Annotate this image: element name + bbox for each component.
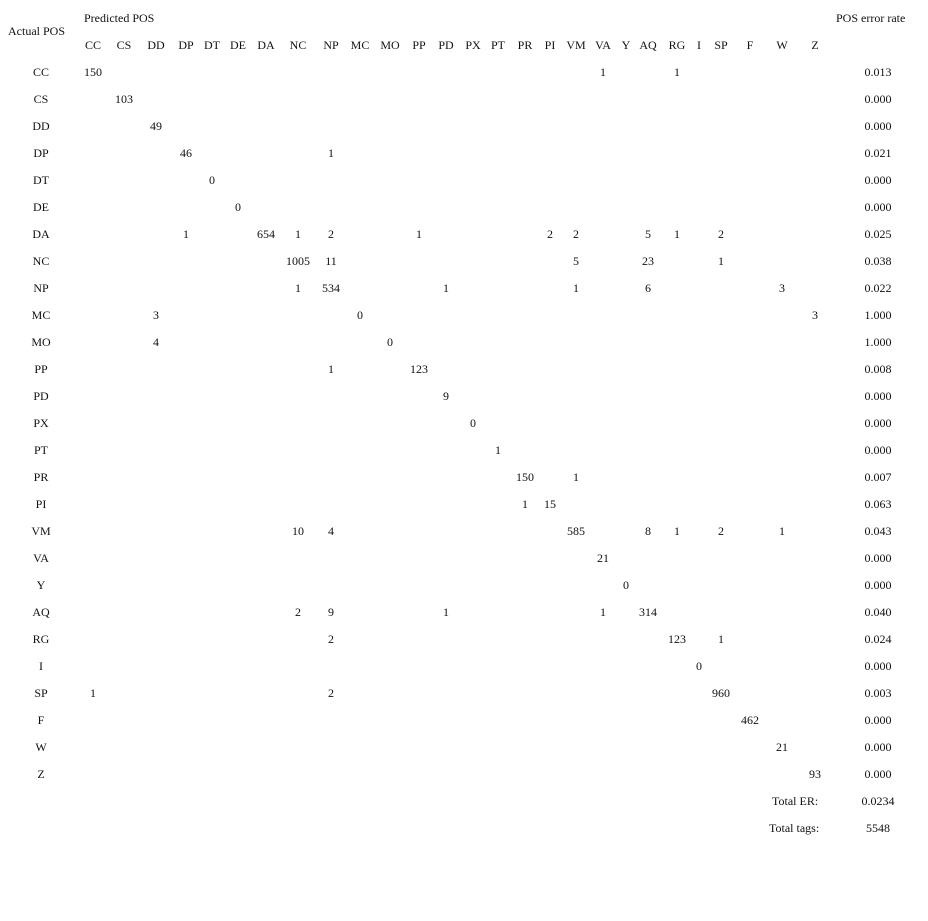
total-tags-value: 5548 — [866, 821, 890, 835]
row-label: MC — [31, 308, 51, 322]
matrix-cell: 2 — [547, 227, 553, 241]
row-error-rate: 0.000 — [864, 578, 892, 592]
column-header: PT — [490, 38, 506, 52]
column-header: Z — [811, 38, 819, 52]
matrix-cell: 960 — [712, 686, 730, 700]
matrix-cell: 3 — [153, 308, 159, 322]
matrix-cell: 2 — [573, 227, 579, 241]
column-header: CC — [84, 38, 102, 52]
matrix-cell: 8 — [645, 524, 651, 538]
row-label: DD — [32, 119, 50, 133]
column-header: AQ — [639, 38, 657, 52]
row-error-rate: 0.000 — [864, 767, 892, 781]
column-header: NC — [289, 38, 307, 52]
matrix-cell: 1 — [328, 146, 334, 160]
column-header: NP — [323, 38, 339, 52]
row-label: I — [39, 659, 43, 673]
row-error-rate: 0.003 — [864, 686, 892, 700]
matrix-cell: 9 — [328, 605, 334, 619]
row-error-rate: 0.038 — [864, 254, 892, 268]
matrix-cell: 4 — [153, 335, 159, 349]
matrix-cell: 314 — [639, 605, 657, 619]
matrix-cell: 1 — [443, 605, 449, 619]
matrix-cell: 15 — [544, 497, 556, 511]
row-label: DT — [33, 173, 49, 187]
matrix-cell: 654 — [257, 227, 275, 241]
row-label: CC — [32, 65, 50, 79]
row-label: F — [37, 713, 45, 727]
matrix-cell: 1 — [443, 281, 449, 295]
row-label: PI — [35, 497, 47, 511]
row-error-rate: 0.000 — [864, 389, 892, 403]
row-label: PR — [33, 470, 49, 484]
row-error-rate: 1.000 — [864, 308, 892, 322]
row-error-rate: 0.000 — [864, 200, 892, 214]
row-error-rate: 0.040 — [864, 605, 892, 619]
row-label: PP — [34, 362, 48, 376]
matrix-cell: 0 — [470, 416, 476, 430]
matrix-cell: 2 — [295, 605, 301, 619]
matrix-cell: 1 — [522, 497, 528, 511]
row-error-rate: 0.000 — [864, 173, 892, 187]
column-header: PX — [465, 38, 481, 52]
matrix-cell: 6 — [645, 281, 651, 295]
actual-pos-heading: Actual POS — [8, 24, 65, 38]
column-header: CS — [116, 38, 132, 52]
matrix-cell: 1 — [328, 362, 334, 376]
matrix-cell: 103 — [115, 92, 133, 106]
matrix-cell: 1 — [718, 632, 724, 646]
matrix-cell: 23 — [642, 254, 654, 268]
column-header: F — [746, 38, 754, 52]
row-label: W — [35, 740, 47, 754]
row-label: AQ — [32, 605, 50, 619]
matrix-cell: 10 — [292, 524, 304, 538]
matrix-cell: 11 — [325, 254, 337, 268]
row-label: Z — [37, 767, 45, 781]
row-label: VA — [33, 551, 49, 565]
matrix-cell: 5 — [645, 227, 651, 241]
column-header: W — [776, 38, 788, 52]
matrix-cell: 21 — [776, 740, 788, 754]
row-error-rate: 1.000 — [864, 335, 892, 349]
row-label: MO — [31, 335, 51, 349]
row-error-rate: 0.000 — [864, 416, 892, 430]
row-label: Y — [36, 578, 46, 592]
matrix-cell: 0 — [357, 308, 363, 322]
row-error-rate: 0.000 — [864, 92, 892, 106]
row-error-rate: 0.063 — [864, 497, 892, 511]
matrix-cell: 1 — [183, 227, 189, 241]
row-error-rate: 0.013 — [864, 65, 892, 79]
total-er-label: Total ER: — [772, 794, 819, 808]
matrix-cell: 150 — [84, 65, 102, 79]
matrix-cell: 1 — [295, 227, 301, 241]
column-header: DE — [230, 38, 246, 52]
column-header: DP — [178, 38, 194, 52]
matrix-cell: 2 — [328, 632, 334, 646]
matrix-cell: 123 — [668, 632, 686, 646]
matrix-cell: 3 — [779, 281, 785, 295]
matrix-cell: 123 — [410, 362, 428, 376]
row-error-rate: 0.021 — [864, 146, 892, 160]
row-label: DA — [32, 227, 50, 241]
matrix-cell: 1 — [674, 524, 680, 538]
column-header: DD — [147, 38, 165, 52]
column-header: MO — [380, 38, 400, 52]
matrix-cell: 1 — [573, 470, 579, 484]
matrix-cell: 1 — [295, 281, 301, 295]
total-tags-label: Total tags: — [769, 821, 820, 835]
matrix-cell: 150 — [516, 470, 534, 484]
column-header: I — [697, 38, 701, 52]
row-error-rate: 0.000 — [864, 119, 892, 133]
column-header: PI — [544, 38, 556, 52]
matrix-cell: 2 — [328, 686, 334, 700]
matrix-cell: 462 — [741, 713, 759, 727]
matrix-cell: 21 — [597, 551, 609, 565]
row-error-rate: 0.000 — [864, 551, 892, 565]
row-error-rate: 0.000 — [864, 740, 892, 754]
column-header: PD — [438, 38, 454, 52]
column-header: Y — [621, 38, 631, 52]
matrix-cell: 1 — [600, 605, 606, 619]
row-label: PX — [33, 416, 49, 430]
row-label: DP — [33, 146, 49, 160]
matrix-cell: 534 — [322, 281, 340, 295]
matrix-cell: 1 — [495, 443, 501, 457]
matrix-cell: 1 — [600, 65, 606, 79]
row-label: NC — [32, 254, 50, 268]
matrix-cell: 585 — [567, 524, 585, 538]
matrix-cell: 2 — [718, 524, 724, 538]
column-header: RG — [668, 38, 686, 52]
matrix-cell: 1 — [779, 524, 785, 538]
column-header: PP — [412, 38, 426, 52]
matrix-cell: 1 — [90, 686, 96, 700]
column-header: PR — [517, 38, 533, 52]
row-label: SP — [34, 686, 48, 700]
matrix-cell: 1 — [674, 65, 680, 79]
matrix-cell: 1 — [573, 281, 579, 295]
matrix-cell: 4 — [328, 524, 334, 538]
row-error-rate: 0.000 — [864, 443, 892, 457]
matrix-cell: 2 — [718, 227, 724, 241]
column-header: MC — [350, 38, 370, 52]
matrix-cell: 1 — [718, 254, 724, 268]
row-error-rate: 0.024 — [864, 632, 892, 646]
row-label: PT — [33, 443, 49, 457]
column-header: VM — [566, 38, 586, 52]
matrix-cell: 1005 — [286, 254, 310, 268]
error-rate-heading: POS error rate — [836, 11, 906, 25]
matrix-cell: 5 — [573, 254, 579, 268]
row-error-rate: 0.008 — [864, 362, 892, 376]
row-error-rate: 0.000 — [864, 659, 892, 673]
row-label: RG — [32, 632, 50, 646]
matrix-cell: 49 — [150, 119, 162, 133]
matrix-cell: 93 — [809, 767, 821, 781]
matrix-cell: 2 — [328, 227, 334, 241]
column-header: VA — [595, 38, 611, 52]
total-er-value: 0.0234 — [861, 794, 895, 808]
row-error-rate: 0.007 — [864, 470, 892, 484]
row-error-rate: 0.043 — [864, 524, 892, 538]
matrix-cell: 0 — [696, 659, 702, 673]
matrix-cell: 3 — [812, 308, 818, 322]
row-label: VM — [31, 524, 51, 538]
column-header: DT — [204, 38, 220, 52]
column-header: DA — [257, 38, 275, 52]
row-error-rate: 0.000 — [864, 713, 892, 727]
matrix-cell: 46 — [180, 146, 192, 160]
matrix-cell: 0 — [623, 578, 629, 592]
row-label: DE — [33, 200, 49, 214]
matrix-cell: 0 — [387, 335, 393, 349]
matrix-cell: 0 — [235, 200, 241, 214]
row-label: NP — [33, 281, 49, 295]
matrix-cell: 1 — [416, 227, 422, 241]
row-label: PD — [33, 389, 49, 403]
row-error-rate: 0.025 — [864, 227, 892, 241]
matrix-cell: 9 — [443, 389, 449, 403]
predicted-pos-heading: Predicted POS — [84, 11, 155, 25]
matrix-cell: 0 — [209, 173, 215, 187]
column-header: SP — [714, 38, 728, 52]
row-error-rate: 0.022 — [864, 281, 892, 295]
row-label: CS — [33, 92, 49, 106]
matrix-cell: 1 — [674, 227, 680, 241]
